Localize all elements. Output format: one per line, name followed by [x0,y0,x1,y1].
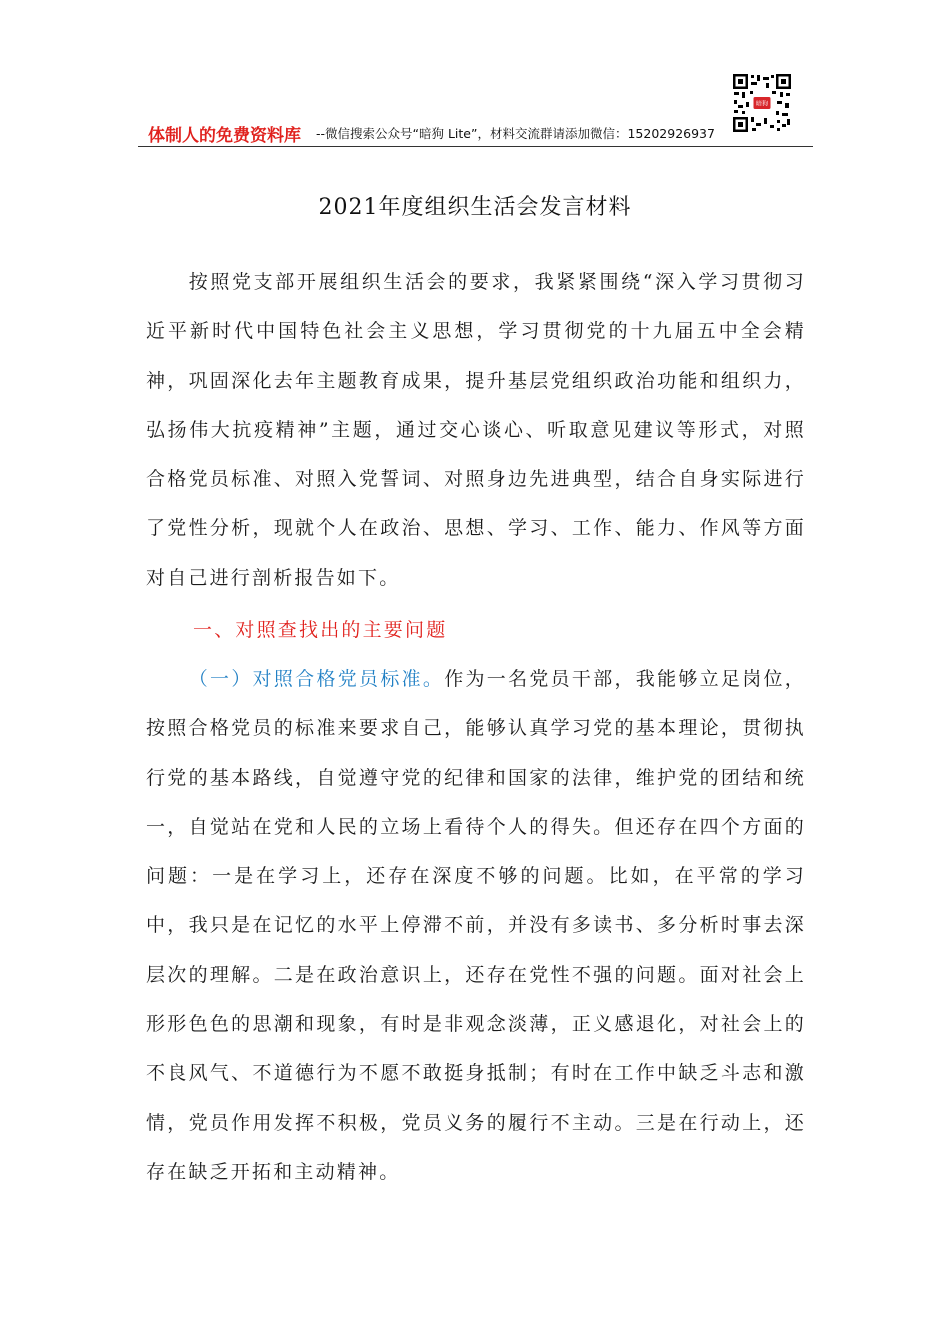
subsection-paragraph [146,655,806,1197]
section-heading: 一、对照查找出的主要问题 [193,619,448,641]
header-brand: 体制人的免费资料库 [148,126,301,146]
qr-center-label: 暗狗 [755,100,769,108]
qr-code-icon [732,73,792,133]
intro-paragraph: 按照党支部开展组织生活会的要求，我紧紧围绕“深入学习贯彻习近平新时代中国特色社会主义思想，学习贯彻党的十九届五中全会精神，巩固深化去年主题教育成果，提升基层党组织政治功能和组织力，弘扬伟大抗疫精神”主题，通过交心谈心、听取意见建议等形式，对照合格党员标准、对照入党誓词、对照身边先进典型，结合自身实际进行了党性分析，现就个人在政治、思想、学习、工作、能力、作风等方面对自己进行剖析报告如下。 [146,271,806,589]
page-header [138,118,813,147]
document-title: 2021年度组织生活会发言材料 [318,195,632,220]
header-notice: --微信搜索公众号“暗狗 Lite”，材料交流群请添加微信：15202926937 [316,126,715,141]
subsection-heading: （一）对照合格党员标准。 [188,668,445,690]
subsection-body: 作为一名党员干部，我能够立足岗位，按照合格党员的标准来要求自己，能够认真学习党的基本理论，贯彻执行党的基本路线，自觉遵守党的纪律和国家的法律，维护党的团结和统一，自觉站在党和人民的立场上看待个人的得失。但还存在四个方面的问题：一是在学习上，还存在深度不够的问题。比如，在平常的学习中，我只是在记忆的水平上停滞不前，并没有多读书、多分析时事去深层次的理解。二是在政治意识上，还存在党性不强的问题。面对社会上形形色色的思潮和现象，有时是非观念淡薄，正义感退化，对社会上的不良风气、不道德行为不愿不敢挺身抵制；有时在工作中缺乏斗志和激情，党员作用发挥不积极，党员义务的履行不主动。三是在行动上，还存在缺乏开拓和主动精神。 [146,668,806,1183]
